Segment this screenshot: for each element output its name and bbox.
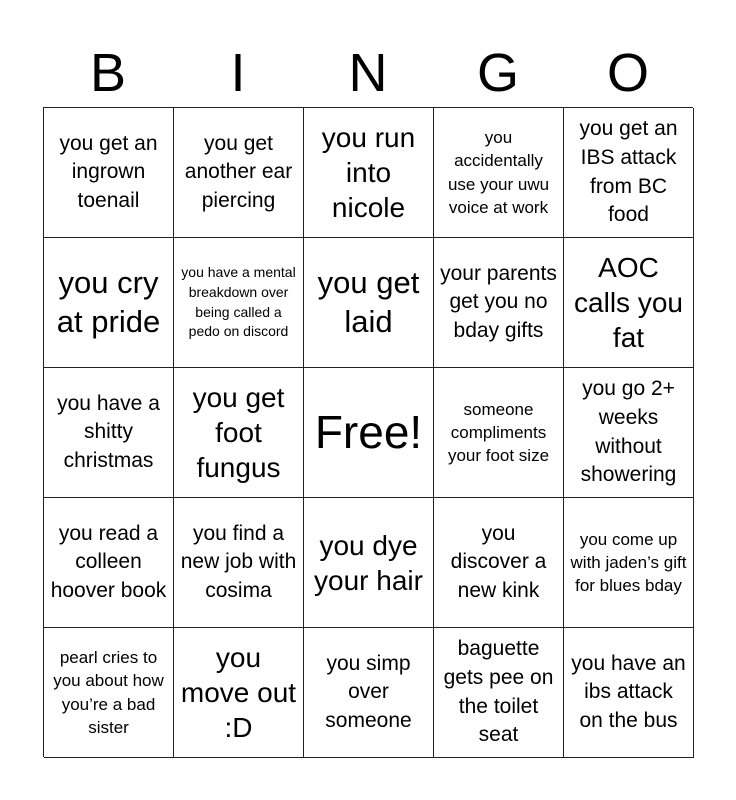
bingo-cell[interactable]: [44, 628, 174, 758]
bingo-cell[interactable]: [44, 498, 174, 628]
bingo-cell[interactable]: [304, 498, 434, 628]
header-letter-g: G: [476, 43, 519, 103]
cell-text: you run into nicole: [321, 122, 416, 223]
bingo-cell[interactable]: [564, 628, 694, 758]
cell-text: you get foot fungus: [192, 382, 285, 483]
cell-text: you simp over someone: [325, 651, 412, 732]
bingo-cell[interactable]: [174, 368, 304, 498]
cell-text: you go 2+ weeks without showering: [580, 377, 677, 487]
bingo-cell[interactable]: [44, 238, 174, 368]
bingo-cell[interactable]: [434, 368, 564, 498]
bingo-cell[interactable]: [434, 238, 564, 368]
cell-text: you have an ibs attack on the bus: [571, 651, 686, 732]
cell-text: you come up with jaden’s gift for blues bday: [570, 529, 687, 596]
bingo-cell[interactable]: [564, 498, 694, 628]
header-letter-i: I: [230, 43, 246, 103]
cell-text: you read a colleen hoover book: [50, 521, 167, 602]
cell-text: you accidentally use your uwu voice at work: [447, 128, 550, 217]
bingo-cell[interactable]: [174, 498, 304, 628]
cell-text: you get an IBS attack from BC food: [579, 117, 678, 227]
header-letter-n: N: [348, 43, 388, 103]
bingo-grid: [43, 107, 693, 757]
cell-text: you get an ingrown toenail: [59, 131, 158, 212]
bingo-cell[interactable]: [564, 368, 694, 498]
bingo-cell[interactable]: [434, 628, 564, 758]
cell-text: your parents get you no bday gifts: [440, 261, 557, 342]
bingo-cell[interactable]: [434, 108, 564, 238]
cell-text: you discover a new kink: [450, 521, 547, 602]
cell-text: you have a mental breakdown over being called a pedo on discord: [181, 264, 296, 340]
cell-text: you dye your hair: [314, 529, 423, 596]
bingo-cell[interactable]: [174, 108, 304, 238]
cell-text: pearl cries to you about how you’re a bad sister: [53, 648, 164, 737]
header-letter-b: B: [89, 43, 127, 103]
cell-text: you find a new job with cosima: [180, 521, 297, 602]
bingo-header: [43, 40, 693, 106]
header-letter-o: O: [606, 43, 649, 103]
free-space-cell[interactable]: [304, 368, 434, 498]
bingo-cell[interactable]: [44, 368, 174, 498]
bingo-cell[interactable]: [174, 238, 304, 368]
bingo-cell[interactable]: [304, 628, 434, 758]
bingo-cell[interactable]: [44, 108, 174, 238]
bingo-cell[interactable]: [304, 108, 434, 238]
cell-text: AOC calls you fat: [574, 252, 683, 353]
cell-text: someone compliments your foot size: [447, 399, 550, 466]
cell-text: you have a shitty christmas: [57, 391, 160, 472]
bingo-cell[interactable]: [174, 628, 304, 758]
cell-text: you get laid: [317, 264, 420, 339]
cell-text: you move out :D: [180, 642, 297, 743]
free-space-label: Free!: [314, 406, 423, 459]
bingo-cell[interactable]: [304, 238, 434, 368]
cell-text: you cry at pride: [56, 264, 161, 339]
cell-text: you get another ear piercing: [184, 131, 293, 212]
bingo-cell[interactable]: [434, 498, 564, 628]
cell-text: baguette gets pee on the toilet seat: [443, 637, 554, 747]
bingo-cell[interactable]: [564, 238, 694, 368]
bingo-cell[interactable]: [564, 108, 694, 238]
